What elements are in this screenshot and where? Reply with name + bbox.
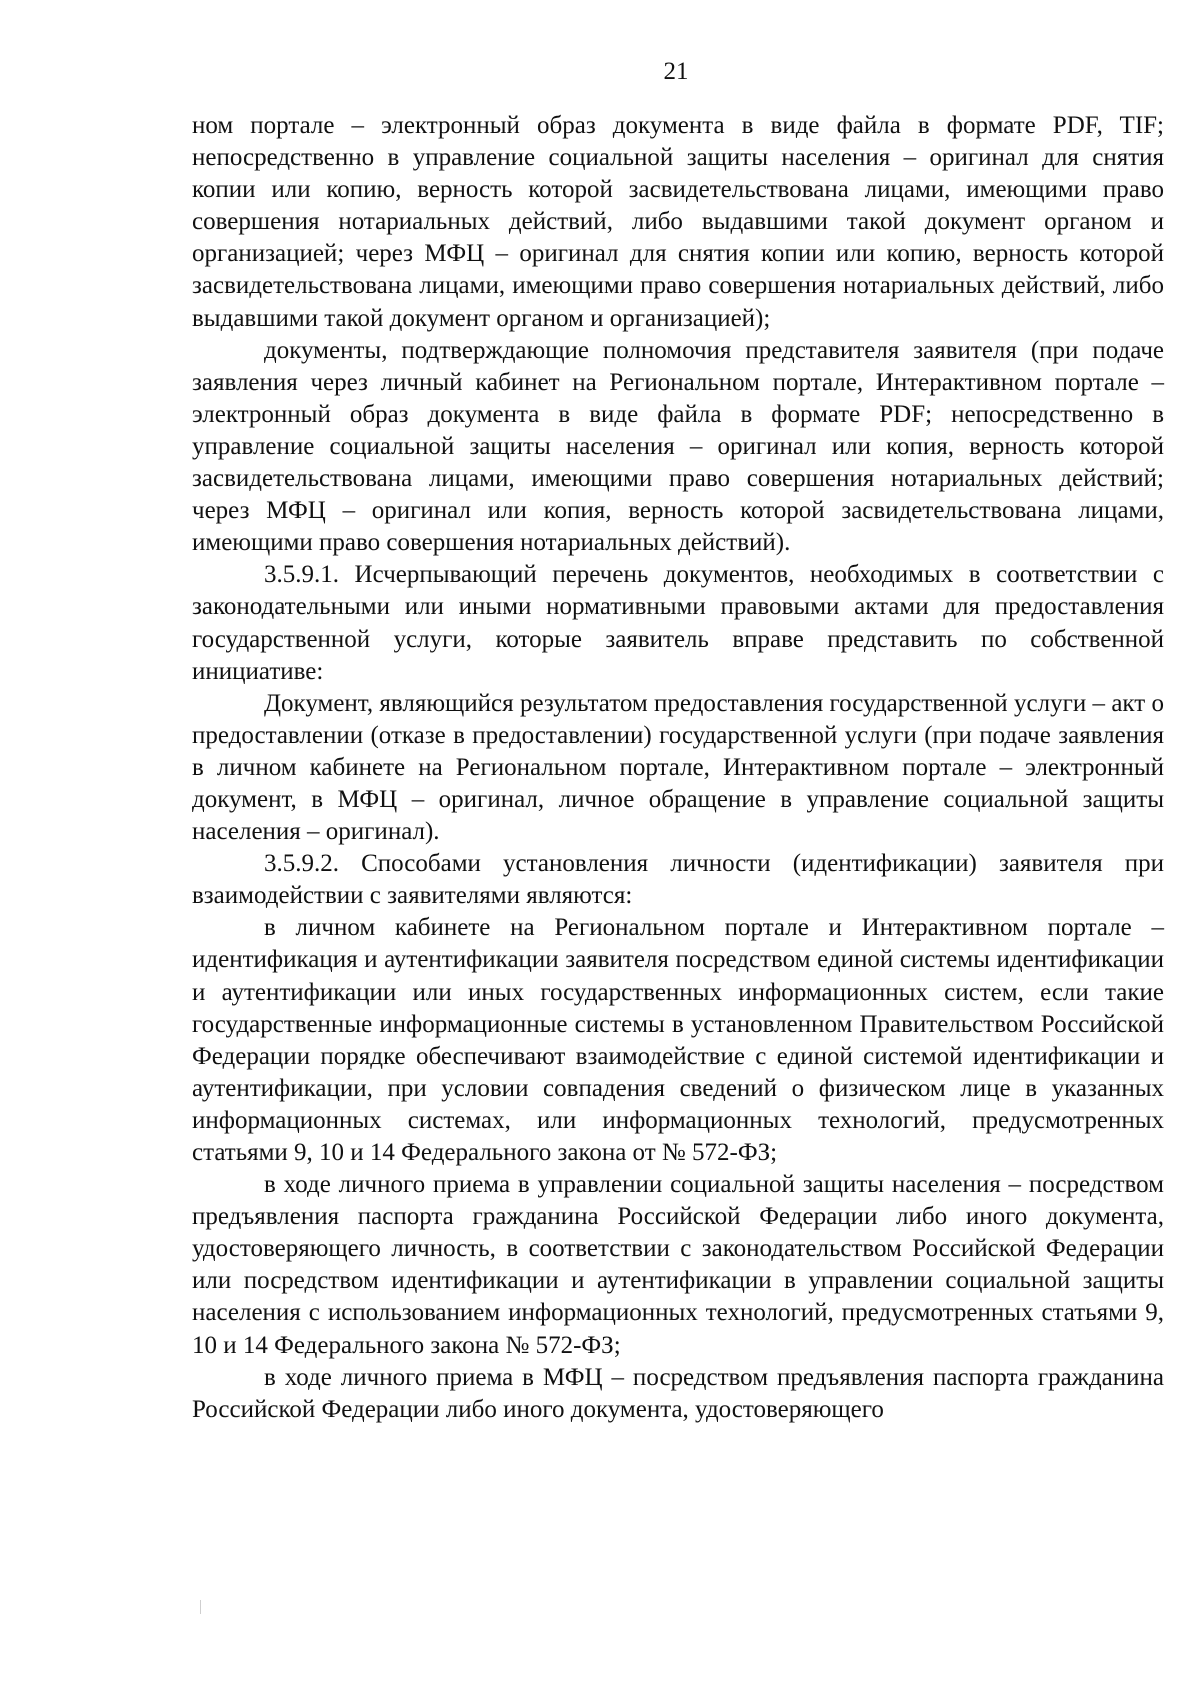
document-body bbox=[192, 110, 1164, 1426]
paragraph-6: в личном кабинете на Региональном портале и Интерактивном портале – идентификация и аутентификации заявителя посредством единой системы идентификации и аутентификации или иных государственных информационных систем, если такие государственные информационные системы в установленном Правительством Российской Федерации порядке обеспечивают взаимодействие с единой системой идентификации и аутентификации, при условии совпадения сведений о физическом лице в указанных информационных системах, или информационных технологий, предусмотренных статьями 9, 10 и 14 Федерального закона от № 572-ФЗ; bbox=[192, 914, 1164, 1166]
paragraph-5: 3.5.9.2. Способами установления личности (идентификации) заявителя при взаимодействии с заявителями являются: bbox=[192, 850, 1164, 910]
paragraph-2: документы, подтверждающие полномочия представителя заявителя (при подаче заявления через личный кабинет на Региональном портале, Интерактивном портале – электронный образ документа в виде файла в формате PDF; непосредственно в управление социальной защиты населения – оригинал или копия, верность которой засвидетельствована лицами, имеющими право совершения нотариальных действий; через МФЦ – оригинал или копия, верность которой засвидетельствована лицами, имеющими право совершения нотариальных действий). bbox=[192, 336, 1164, 557]
scan-artifact bbox=[200, 1600, 201, 1614]
page-number: 21 bbox=[663, 58, 689, 85]
paragraph-7: в ходе личного приема в управлении социальной защиты населения – посредством предъявления паспорта гражданина Российской Федерации либо иного документа, удостоверяющего личность, в соответствии с законодательством Российской Федерации или посредством идентификации и аутентификации в управлении социальной защиты населения с использованием информационных технологий, предусмотренных статьями 9, 10 и 14 Федерального закона № 572-ФЗ; bbox=[192, 1171, 1164, 1359]
paragraph-3: 3.5.9.1. Исчерпывающий перечень документов, необходимых в соответствии с законодательными или иными нормативными правовыми актами для предоставления государственной услуги, которые заявитель вправе представить по собственной инициативе: bbox=[192, 561, 1164, 685]
paragraph-8: в ходе личного приема в МФЦ – посредством предъявления паспорта гражданина Российской Федерации либо иного документа, удостоверяющего bbox=[192, 1363, 1164, 1423]
paragraph-4: Документ, являющийся результатом предоставления государственной услуги – акт о предоставлении (отказе в предоставлении) государственной услуги (при подаче заявления в личном кабинете на Региональном портале, Интерактивном портале – электронный документ, в МФЦ – оригинал, личное обращение в управление социальной защиты населения – оригинал). bbox=[192, 689, 1164, 846]
paragraph-1: ном портале – электронный образ документа в виде файла в формате PDF, TIF; непосредственно в управление социальной защиты населения – оригинал для снятия копии или копию, верность которой засвидетельствована лицами, имеющими право совершения нотариальных действий, либо выдавшими такой документ органом и организацией; через МФЦ – оригинал для снятия копии или копию, верность которой засвидетельствована лицами, имеющими право совершения нотариальных действий, либо выдавшими такой документ органом и организацией); bbox=[192, 112, 1164, 332]
